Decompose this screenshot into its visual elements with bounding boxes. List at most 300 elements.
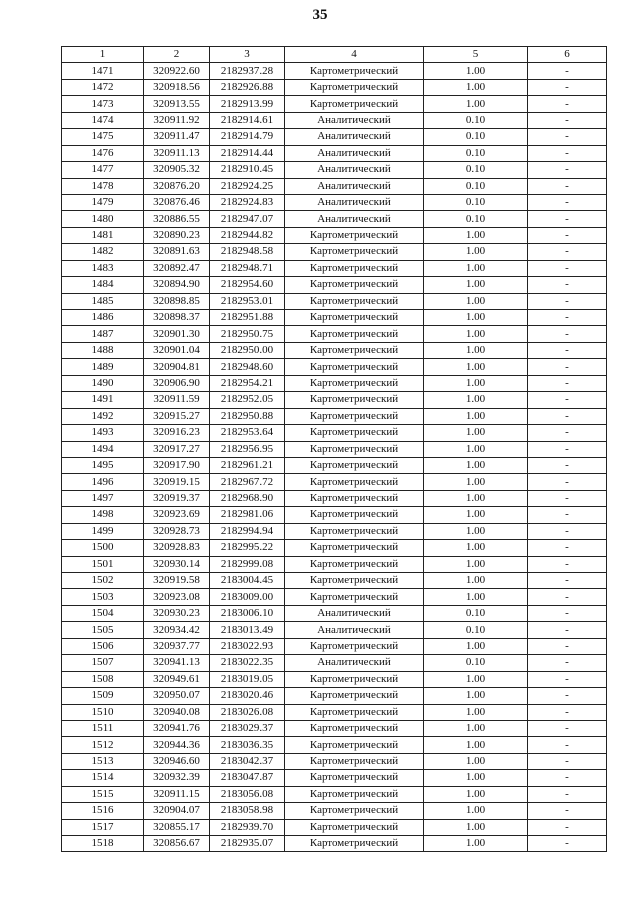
cell-x-coordinate: 320930.14 <box>144 556 210 572</box>
cell-point-number: 1497 <box>62 490 144 506</box>
cell-accuracy: 1.00 <box>424 63 528 79</box>
table-row <box>62 720 607 736</box>
cell-y-coordinate: 2182954.21 <box>210 375 285 391</box>
cell-y-coordinate: 2182995.22 <box>210 540 285 556</box>
cell-accuracy: 1.00 <box>424 753 528 769</box>
cell-note: - <box>528 836 607 852</box>
cell-y-coordinate: 2182967.72 <box>210 474 285 490</box>
cell-point-number: 1503 <box>62 589 144 605</box>
cell-y-coordinate: 2183022.35 <box>210 655 285 671</box>
table-row <box>62 162 607 178</box>
cell-y-coordinate: 2182944.82 <box>210 227 285 243</box>
cell-point-number: 1517 <box>62 819 144 835</box>
column-header: 2 <box>144 47 210 63</box>
table-row <box>62 359 607 375</box>
table-row <box>62 770 607 786</box>
cell-y-coordinate: 2182950.75 <box>210 326 285 342</box>
cell-accuracy: 1.00 <box>424 408 528 424</box>
cell-y-coordinate: 2182994.94 <box>210 523 285 539</box>
cell-point-number: 1489 <box>62 359 144 375</box>
cell-method: Аналитический <box>285 112 424 128</box>
cell-method: Картометрический <box>285 490 424 506</box>
cell-y-coordinate: 2182953.64 <box>210 425 285 441</box>
cell-accuracy: 1.00 <box>424 227 528 243</box>
cell-x-coordinate: 320941.76 <box>144 720 210 736</box>
cell-accuracy: 1.00 <box>424 375 528 391</box>
table-body <box>62 63 607 852</box>
cell-y-coordinate: 2183058.98 <box>210 803 285 819</box>
cell-note: - <box>528 753 607 769</box>
cell-note: - <box>528 63 607 79</box>
table-row <box>62 474 607 490</box>
cell-note: - <box>528 441 607 457</box>
cell-method: Картометрический <box>285 359 424 375</box>
cell-point-number: 1508 <box>62 671 144 687</box>
cell-point-number: 1516 <box>62 803 144 819</box>
cell-x-coordinate: 320904.07 <box>144 803 210 819</box>
cell-point-number: 1484 <box>62 277 144 293</box>
cell-point-number: 1472 <box>62 79 144 95</box>
cell-y-coordinate: 2182924.83 <box>210 194 285 210</box>
cell-x-coordinate: 320911.15 <box>144 786 210 802</box>
cell-note: - <box>528 490 607 506</box>
cell-method: Картометрический <box>285 688 424 704</box>
cell-point-number: 1499 <box>62 523 144 539</box>
cell-accuracy: 1.00 <box>424 474 528 490</box>
cell-x-coordinate: 320918.56 <box>144 79 210 95</box>
cell-y-coordinate: 2182951.88 <box>210 310 285 326</box>
cell-method: Картометрический <box>285 63 424 79</box>
cell-note: - <box>528 293 607 309</box>
table-row <box>62 737 607 753</box>
cell-x-coordinate: 320911.59 <box>144 392 210 408</box>
table-row <box>62 605 607 621</box>
cell-point-number: 1487 <box>62 326 144 342</box>
cell-note: - <box>528 408 607 424</box>
cell-y-coordinate: 2183036.35 <box>210 737 285 753</box>
cell-accuracy: 1.00 <box>424 770 528 786</box>
cell-method: Картометрический <box>285 342 424 358</box>
cell-x-coordinate: 320911.92 <box>144 112 210 128</box>
cell-accuracy: 0.10 <box>424 178 528 194</box>
table-row <box>62 556 607 572</box>
cell-y-coordinate: 2182937.28 <box>210 63 285 79</box>
table-row <box>62 490 607 506</box>
table-row <box>62 622 607 638</box>
cell-note: - <box>528 375 607 391</box>
cell-y-coordinate: 2182968.90 <box>210 490 285 506</box>
cell-accuracy: 0.10 <box>424 605 528 621</box>
cell-note: - <box>528 178 607 194</box>
cell-y-coordinate: 2183013.49 <box>210 622 285 638</box>
table-row <box>62 638 607 654</box>
cell-note: - <box>528 326 607 342</box>
cell-y-coordinate: 2182914.61 <box>210 112 285 128</box>
cell-point-number: 1506 <box>62 638 144 654</box>
table-row <box>62 293 607 309</box>
cell-note: - <box>528 688 607 704</box>
cell-x-coordinate: 320876.20 <box>144 178 210 194</box>
table-row <box>62 573 607 589</box>
table-row <box>62 589 607 605</box>
table-row <box>62 145 607 161</box>
cell-method: Картометрический <box>285 737 424 753</box>
cell-x-coordinate: 320944.36 <box>144 737 210 753</box>
cell-method: Картометрический <box>285 803 424 819</box>
cell-y-coordinate: 2183006.10 <box>210 605 285 621</box>
cell-point-number: 1479 <box>62 194 144 210</box>
cell-x-coordinate: 320917.27 <box>144 441 210 457</box>
cell-y-coordinate: 2182950.00 <box>210 342 285 358</box>
cell-y-coordinate: 2183009.00 <box>210 589 285 605</box>
cell-y-coordinate: 2182914.44 <box>210 145 285 161</box>
table-row <box>62 227 607 243</box>
cell-method: Картометрический <box>285 507 424 523</box>
cell-y-coordinate: 2183047.87 <box>210 770 285 786</box>
cell-method: Картометрический <box>285 408 424 424</box>
cell-y-coordinate: 2182956.95 <box>210 441 285 457</box>
cell-point-number: 1474 <box>62 112 144 128</box>
cell-y-coordinate: 2182926.88 <box>210 79 285 95</box>
cell-accuracy: 1.00 <box>424 737 528 753</box>
cell-note: - <box>528 819 607 835</box>
cell-y-coordinate: 2183004.45 <box>210 573 285 589</box>
table-row <box>62 457 607 473</box>
cell-note: - <box>528 589 607 605</box>
cell-accuracy: 1.00 <box>424 540 528 556</box>
cell-x-coordinate: 320892.47 <box>144 260 210 276</box>
cell-method: Аналитический <box>285 605 424 621</box>
cell-accuracy: 1.00 <box>424 836 528 852</box>
table-row <box>62 277 607 293</box>
cell-point-number: 1501 <box>62 556 144 572</box>
cell-y-coordinate: 2182948.60 <box>210 359 285 375</box>
cell-accuracy: 1.00 <box>424 277 528 293</box>
cell-accuracy: 1.00 <box>424 359 528 375</box>
cell-x-coordinate: 320901.30 <box>144 326 210 342</box>
cell-point-number: 1510 <box>62 704 144 720</box>
table-row <box>62 819 607 835</box>
page-number: 35 <box>312 7 328 23</box>
cell-note: - <box>528 655 607 671</box>
cell-accuracy: 1.00 <box>424 310 528 326</box>
cell-note: - <box>528 112 607 128</box>
cell-accuracy: 1.00 <box>424 79 528 95</box>
cell-y-coordinate: 2183056.08 <box>210 786 285 802</box>
cell-note: - <box>528 211 607 227</box>
cell-point-number: 1475 <box>62 129 144 145</box>
cell-note: - <box>528 573 607 589</box>
cell-point-number: 1502 <box>62 573 144 589</box>
table-row <box>62 178 607 194</box>
cell-note: - <box>528 425 607 441</box>
cell-y-coordinate: 2182948.71 <box>210 260 285 276</box>
cell-y-coordinate: 2182910.45 <box>210 162 285 178</box>
cell-y-coordinate: 2183019.05 <box>210 671 285 687</box>
cell-method: Картометрический <box>285 589 424 605</box>
cell-point-number: 1507 <box>62 655 144 671</box>
cell-accuracy: 1.00 <box>424 441 528 457</box>
cell-x-coordinate: 320949.61 <box>144 671 210 687</box>
cell-method: Картометрический <box>285 260 424 276</box>
cell-note: - <box>528 227 607 243</box>
cell-accuracy: 0.10 <box>424 211 528 227</box>
cell-method: Картометрический <box>285 671 424 687</box>
table-row <box>62 260 607 276</box>
cell-accuracy: 1.00 <box>424 638 528 654</box>
table-row <box>62 79 607 95</box>
cell-method: Аналитический <box>285 178 424 194</box>
cell-note: - <box>528 671 607 687</box>
cell-y-coordinate: 2182961.21 <box>210 457 285 473</box>
cell-y-coordinate: 2182952.05 <box>210 392 285 408</box>
table-row <box>62 310 607 326</box>
cell-note: - <box>528 737 607 753</box>
cell-point-number: 1493 <box>62 425 144 441</box>
cell-x-coordinate: 320901.04 <box>144 342 210 358</box>
cell-x-coordinate: 320930.23 <box>144 605 210 621</box>
coordinates-table <box>61 46 607 852</box>
cell-point-number: 1488 <box>62 342 144 358</box>
cell-x-coordinate: 320911.13 <box>144 145 210 161</box>
cell-x-coordinate: 320934.42 <box>144 622 210 638</box>
cell-accuracy: 0.10 <box>424 162 528 178</box>
cell-method: Картометрический <box>285 474 424 490</box>
table-row <box>62 408 607 424</box>
cell-y-coordinate: 2182948.58 <box>210 244 285 260</box>
cell-point-number: 1483 <box>62 260 144 276</box>
cell-point-number: 1492 <box>62 408 144 424</box>
cell-y-coordinate: 2182950.88 <box>210 408 285 424</box>
cell-accuracy: 0.10 <box>424 622 528 638</box>
cell-note: - <box>528 457 607 473</box>
cell-method: Картометрический <box>285 753 424 769</box>
cell-x-coordinate: 320950.07 <box>144 688 210 704</box>
cell-y-coordinate: 2183022.93 <box>210 638 285 654</box>
cell-method: Картометрический <box>285 392 424 408</box>
cell-method: Аналитический <box>285 162 424 178</box>
cell-note: - <box>528 79 607 95</box>
cell-method: Картометрический <box>285 293 424 309</box>
cell-accuracy: 1.00 <box>424 704 528 720</box>
cell-method: Аналитический <box>285 129 424 145</box>
cell-accuracy: 1.00 <box>424 457 528 473</box>
cell-point-number: 1500 <box>62 540 144 556</box>
column-header: 3 <box>210 47 285 63</box>
cell-accuracy: 1.00 <box>424 507 528 523</box>
cell-point-number: 1480 <box>62 211 144 227</box>
cell-method: Картометрический <box>285 96 424 112</box>
cell-note: - <box>528 638 607 654</box>
cell-note: - <box>528 770 607 786</box>
cell-note: - <box>528 803 607 819</box>
column-header: 6 <box>528 47 607 63</box>
cell-method: Картометрический <box>285 836 424 852</box>
cell-method: Картометрический <box>285 375 424 391</box>
table-row <box>62 803 607 819</box>
cell-accuracy: 1.00 <box>424 556 528 572</box>
cell-accuracy: 1.00 <box>424 260 528 276</box>
cell-point-number: 1473 <box>62 96 144 112</box>
cell-note: - <box>528 605 607 621</box>
cell-method: Картометрический <box>285 244 424 260</box>
cell-point-number: 1518 <box>62 836 144 852</box>
table-row <box>62 211 607 227</box>
cell-point-number: 1505 <box>62 622 144 638</box>
table-row <box>62 507 607 523</box>
cell-method: Картометрический <box>285 573 424 589</box>
cell-point-number: 1481 <box>62 227 144 243</box>
cell-note: - <box>528 194 607 210</box>
cell-y-coordinate: 2182913.99 <box>210 96 285 112</box>
cell-accuracy: 1.00 <box>424 342 528 358</box>
cell-accuracy: 1.00 <box>424 803 528 819</box>
table-row <box>62 342 607 358</box>
cell-method: Картометрический <box>285 523 424 539</box>
cell-note: - <box>528 359 607 375</box>
table-row <box>62 671 607 687</box>
table-row <box>62 836 607 852</box>
cell-point-number: 1498 <box>62 507 144 523</box>
cell-point-number: 1511 <box>62 720 144 736</box>
cell-note: - <box>528 162 607 178</box>
table-row <box>62 63 607 79</box>
cell-y-coordinate: 2182999.08 <box>210 556 285 572</box>
cell-x-coordinate: 320876.46 <box>144 194 210 210</box>
cell-note: - <box>528 129 607 145</box>
cell-accuracy: 1.00 <box>424 425 528 441</box>
cell-x-coordinate: 320905.32 <box>144 162 210 178</box>
cell-method: Картометрический <box>285 326 424 342</box>
cell-accuracy: 1.00 <box>424 293 528 309</box>
cell-y-coordinate: 2182924.25 <box>210 178 285 194</box>
cell-point-number: 1477 <box>62 162 144 178</box>
table-row <box>62 704 607 720</box>
cell-x-coordinate: 320928.73 <box>144 523 210 539</box>
cell-x-coordinate: 320946.60 <box>144 753 210 769</box>
cell-note: - <box>528 622 607 638</box>
cell-x-coordinate: 320919.58 <box>144 573 210 589</box>
cell-point-number: 1515 <box>62 786 144 802</box>
cell-accuracy: 1.00 <box>424 96 528 112</box>
cell-note: - <box>528 260 607 276</box>
cell-accuracy: 1.00 <box>424 392 528 408</box>
cell-accuracy: 0.10 <box>424 145 528 161</box>
cell-accuracy: 1.00 <box>424 523 528 539</box>
cell-accuracy: 0.10 <box>424 655 528 671</box>
cell-x-coordinate: 320919.15 <box>144 474 210 490</box>
table-row <box>62 375 607 391</box>
cell-x-coordinate: 320941.13 <box>144 655 210 671</box>
cell-accuracy: 1.00 <box>424 573 528 589</box>
cell-method: Аналитический <box>285 655 424 671</box>
cell-x-coordinate: 320890.23 <box>144 227 210 243</box>
cell-point-number: 1485 <box>62 293 144 309</box>
table-row <box>62 244 607 260</box>
cell-y-coordinate: 2183020.46 <box>210 688 285 704</box>
cell-method: Картометрический <box>285 819 424 835</box>
cell-note: - <box>528 392 607 408</box>
cell-accuracy: 1.00 <box>424 671 528 687</box>
cell-note: - <box>528 704 607 720</box>
cell-note: - <box>528 474 607 490</box>
cell-x-coordinate: 320932.39 <box>144 770 210 786</box>
cell-note: - <box>528 720 607 736</box>
table-row <box>62 523 607 539</box>
cell-x-coordinate: 320911.47 <box>144 129 210 145</box>
cell-x-coordinate: 320855.17 <box>144 819 210 835</box>
cell-note: - <box>528 556 607 572</box>
cell-method: Картометрический <box>285 638 424 654</box>
cell-method: Аналитический <box>285 145 424 161</box>
table-row <box>62 786 607 802</box>
cell-y-coordinate: 2182953.01 <box>210 293 285 309</box>
cell-note: - <box>528 786 607 802</box>
cell-point-number: 1504 <box>62 605 144 621</box>
cell-x-coordinate: 320898.85 <box>144 293 210 309</box>
cell-x-coordinate: 320886.55 <box>144 211 210 227</box>
table-row <box>62 441 607 457</box>
cell-note: - <box>528 507 607 523</box>
cell-y-coordinate: 2182981.06 <box>210 507 285 523</box>
cell-method: Картометрический <box>285 425 424 441</box>
table-row <box>62 194 607 210</box>
cell-note: - <box>528 310 607 326</box>
cell-x-coordinate: 320922.60 <box>144 63 210 79</box>
cell-point-number: 1494 <box>62 441 144 457</box>
cell-note: - <box>528 540 607 556</box>
cell-accuracy: 1.00 <box>424 490 528 506</box>
cell-x-coordinate: 320923.08 <box>144 589 210 605</box>
cell-method: Аналитический <box>285 211 424 227</box>
table-row <box>62 655 607 671</box>
cell-y-coordinate: 2182947.07 <box>210 211 285 227</box>
column-header: 4 <box>285 47 424 63</box>
cell-note: - <box>528 342 607 358</box>
cell-method: Картометрический <box>285 441 424 457</box>
table-row <box>62 326 607 342</box>
cell-x-coordinate: 320856.67 <box>144 836 210 852</box>
cell-method: Картометрический <box>285 540 424 556</box>
cell-note: - <box>528 244 607 260</box>
cell-x-coordinate: 320904.81 <box>144 359 210 375</box>
table-row <box>62 540 607 556</box>
table-row <box>62 425 607 441</box>
cell-accuracy: 1.00 <box>424 326 528 342</box>
cell-accuracy: 0.10 <box>424 194 528 210</box>
cell-point-number: 1490 <box>62 375 144 391</box>
column-header: 1 <box>62 47 144 63</box>
cell-y-coordinate: 2183029.37 <box>210 720 285 736</box>
cell-x-coordinate: 320915.27 <box>144 408 210 424</box>
cell-method: Картометрический <box>285 786 424 802</box>
cell-method: Картометрический <box>285 277 424 293</box>
cell-method: Картометрический <box>285 720 424 736</box>
cell-y-coordinate: 2183026.08 <box>210 704 285 720</box>
table-row <box>62 112 607 128</box>
cell-point-number: 1514 <box>62 770 144 786</box>
cell-accuracy: 1.00 <box>424 589 528 605</box>
cell-point-number: 1509 <box>62 688 144 704</box>
cell-y-coordinate: 2182939.70 <box>210 819 285 835</box>
cell-method: Картометрический <box>285 770 424 786</box>
cell-point-number: 1496 <box>62 474 144 490</box>
table-header-row <box>62 47 607 63</box>
cell-x-coordinate: 320919.37 <box>144 490 210 506</box>
cell-x-coordinate: 320923.69 <box>144 507 210 523</box>
cell-method: Картометрический <box>285 79 424 95</box>
cell-y-coordinate: 2182954.60 <box>210 277 285 293</box>
